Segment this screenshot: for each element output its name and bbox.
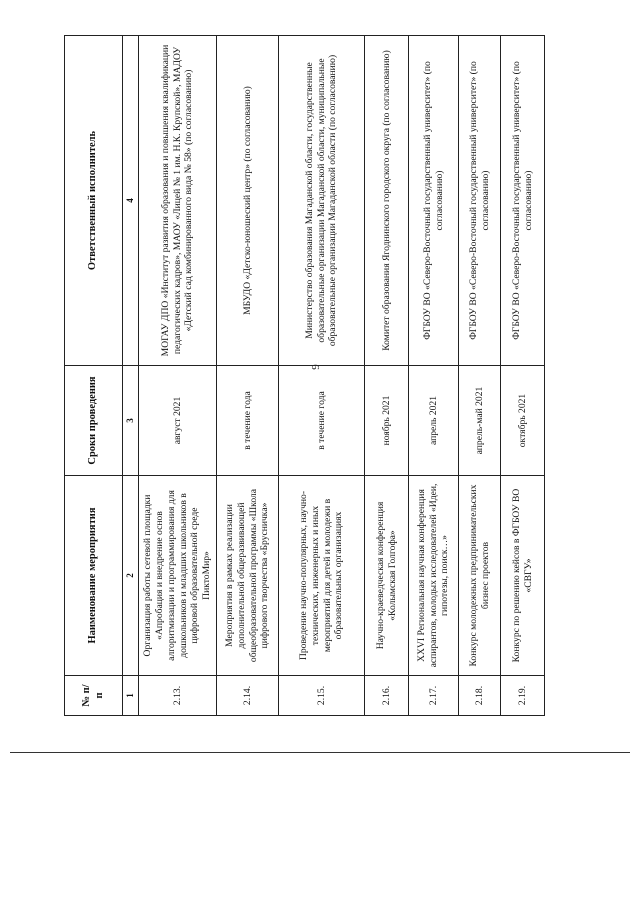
- row-num: 2.13.: [139, 676, 217, 716]
- row-executor: ФГБОУ ВО «Северо-Восточный государственный университет» (по согласованию): [459, 36, 501, 366]
- row-dates: апрель 2021: [409, 366, 459, 476]
- row-executor: Министерство образования Магаданской области, государственные образовательные организации Магаданской области, муниципальные образовательные организации Магаданской области (по согласованию): [279, 36, 365, 366]
- table-row: [217, 36, 279, 716]
- table-header-row: [65, 36, 123, 716]
- row-name: Организация работы сетевой площадки «Апробация и внедрение основ алгоритмизации и программирования для дошкольников и младших школьников в цифровой образовательной среде ПиктоМир»: [139, 476, 217, 676]
- column-number: 3: [123, 366, 139, 476]
- rotated-table-container: [64, 36, 544, 716]
- table-row: [409, 36, 459, 716]
- row-executor: ФГБОУ ВО «Северо-Восточный государственный университет» (по согласованию): [409, 36, 459, 366]
- row-executor: МБУДО «Детско-юношеский центр» (по согласованию): [217, 36, 279, 366]
- row-name: Мероприятия в рамках реализации дополнительной общеразвивающей общеобразовательной программы «Школа цифрового творчества «Брусничка»: [217, 476, 279, 676]
- row-name: Конкурс по решению кейсов в ФГБОУ ВО «СВГУ»: [501, 476, 545, 676]
- row-num: 2.16.: [365, 676, 409, 716]
- table-row: [501, 36, 545, 716]
- table-row: [279, 36, 365, 716]
- row-dates: октябрь 2021: [501, 366, 545, 476]
- table-row: [139, 36, 217, 716]
- row-dates: август 2021: [139, 366, 217, 476]
- row-name: Научно-краеведческая конференция «Колымская Голгофа»: [365, 476, 409, 676]
- row-dates: в течение года: [217, 366, 279, 476]
- row-executor: ФГБОУ ВО «Северо-Восточный государственный университет» (по согласованию): [501, 36, 545, 366]
- column-number: 4: [123, 36, 139, 366]
- row-num: 2.19.: [501, 676, 545, 716]
- header-name: Наименование мероприятия: [65, 476, 123, 676]
- row-dates: в течение года: [279, 366, 365, 476]
- page-divider: [10, 752, 630, 753]
- events-table: [64, 35, 545, 716]
- row-executor: МОГАУ ДПО «Институт развития образования и повышения квалификации педагогических кадров», МАОУ «Лицей № 1 им. Н.К. Крупской», МАДОУ «Детский сад комбинированного вида № 58» (по согласованию): [139, 36, 217, 366]
- row-num: 2.15.: [279, 676, 365, 716]
- table-row: [459, 36, 501, 716]
- row-dates: ноябрь 2021: [365, 366, 409, 476]
- table-row: [365, 36, 409, 716]
- row-executor: Комитет образования Ягоднинского городского округа (по согласованию): [365, 36, 409, 366]
- column-number-row: [123, 36, 139, 716]
- row-dates: апрель-май 2021: [459, 366, 501, 476]
- row-num: 2.18.: [459, 676, 501, 716]
- row-num: 2.17.: [409, 676, 459, 716]
- row-name: Проведение научно-популярных, научно-технических, инженерных и иных мероприятий для детей и молодежи в образовательных организациях: [279, 476, 365, 676]
- page-number: 9: [310, 364, 322, 370]
- row-num: 2.14.: [217, 676, 279, 716]
- header-dates: Сроки проведения: [65, 366, 123, 476]
- column-number: 1: [123, 676, 139, 716]
- row-name: XXVI Региональная научная конференция аспирантов, молодых исследователей «Идеи, гипотезы, поиск…»: [409, 476, 459, 676]
- column-number: 2: [123, 476, 139, 676]
- header-executor: Ответственный исполнитель: [65, 36, 123, 366]
- header-num: № п/п: [65, 676, 123, 716]
- row-name: Конкурс молодежных предпринимательских бизнес проектов: [459, 476, 501, 676]
